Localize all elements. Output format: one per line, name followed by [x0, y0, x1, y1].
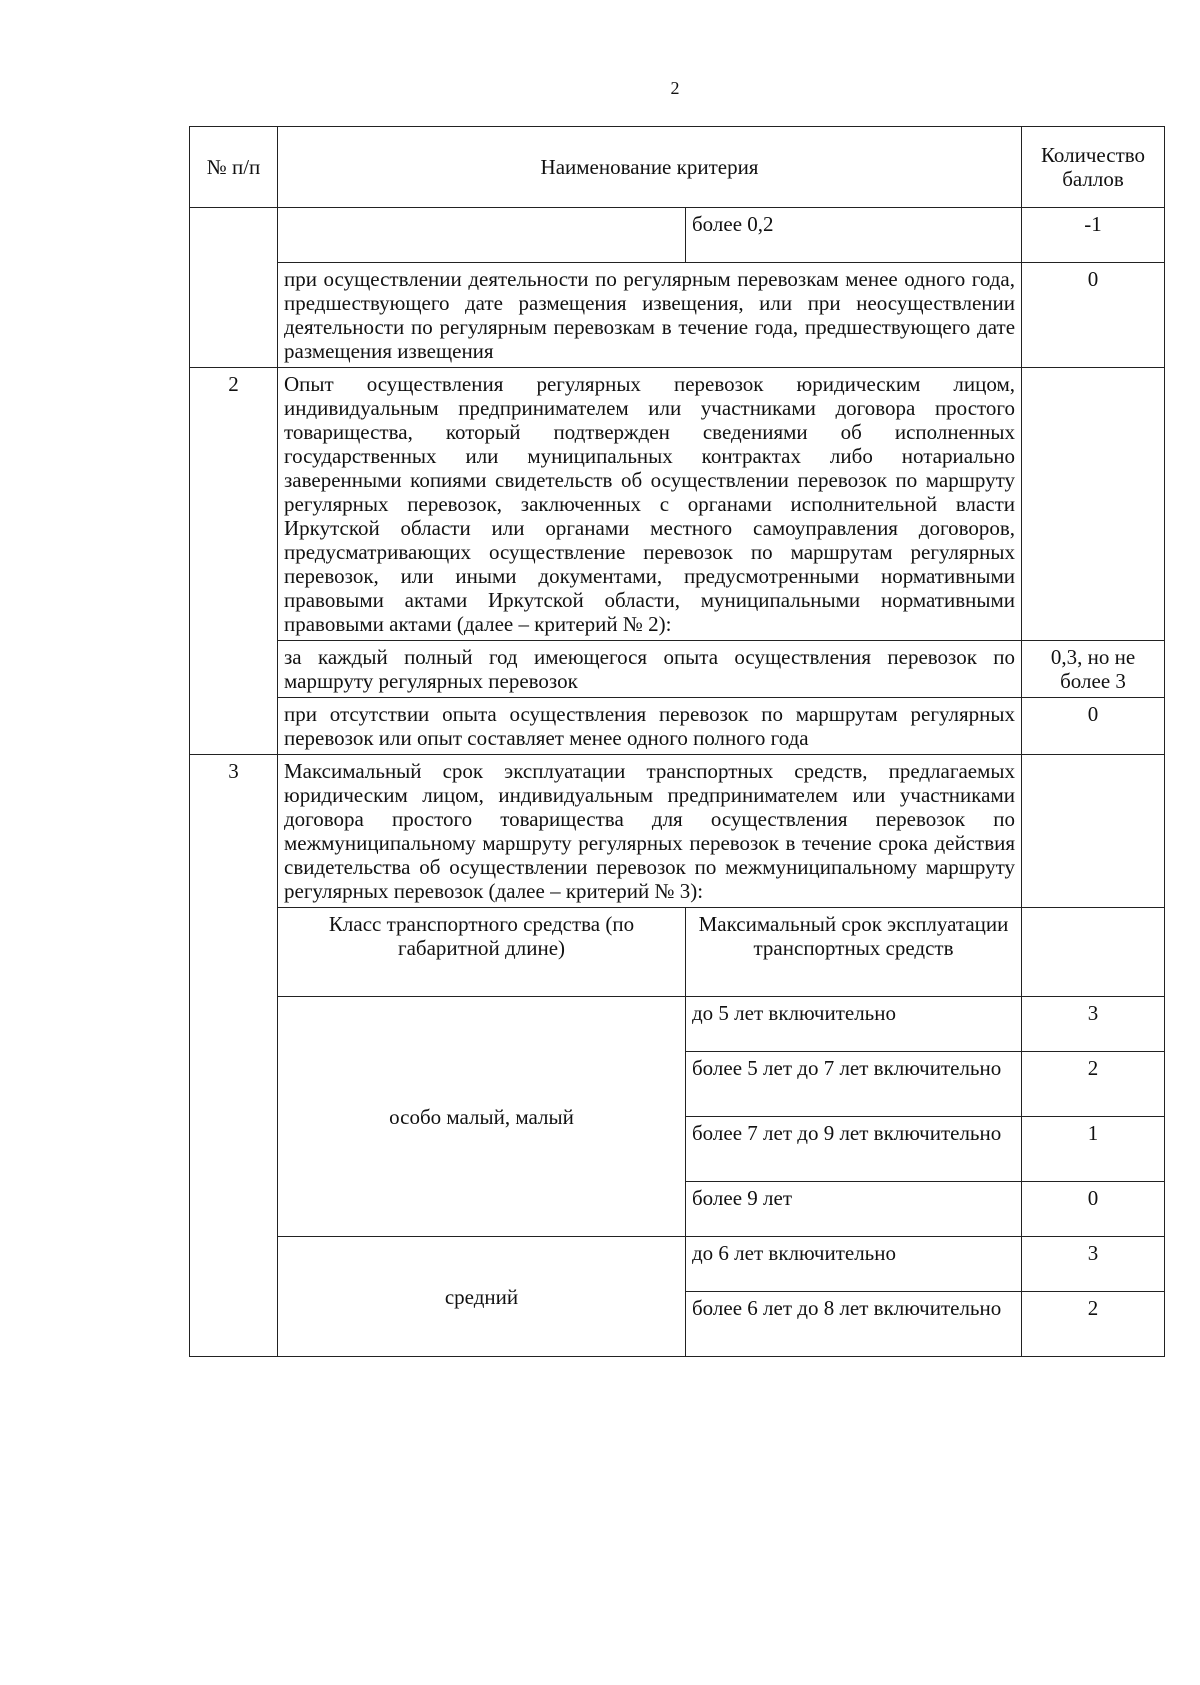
criterion-number: 3	[190, 755, 278, 1357]
criterion-points-empty	[1022, 755, 1165, 908]
table-row	[190, 368, 1165, 641]
table-row	[190, 208, 1165, 263]
criteria-table	[189, 126, 1165, 1357]
table-row	[190, 263, 1165, 368]
sub-value: более 0,2	[686, 208, 1022, 263]
term-value: более 6 лет до 8 лет включительно	[686, 1292, 1022, 1357]
term-points: 0	[1022, 1182, 1165, 1237]
term-value: до 6 лет включительно	[686, 1237, 1022, 1292]
sub-header-row	[190, 908, 1165, 997]
header-criterion-name: Наименование критерия	[278, 127, 1022, 208]
page-number: 2	[670, 78, 680, 98]
table-row	[190, 1237, 1165, 1292]
table-row	[190, 641, 1165, 698]
sub-header-points-empty	[1022, 908, 1165, 997]
term-value: до 5 лет включительно	[686, 997, 1022, 1052]
criterion-text: за каждый полный год имеющегося опыта осуществления перевозок по маршруту регулярных перевозок	[278, 641, 1022, 698]
row-number-empty	[190, 208, 278, 368]
term-points: 2	[1022, 1292, 1165, 1357]
table-header-row	[190, 127, 1165, 208]
criterion-points: 0,3, но не более 3	[1022, 641, 1165, 698]
term-points: 3	[1022, 997, 1165, 1052]
term-points: 2	[1022, 1052, 1165, 1117]
sub-header-term: Максимальный срок эксплуатации транспортных средств	[686, 908, 1022, 997]
criterion-points: 0	[1022, 698, 1165, 755]
vehicle-class: средний	[278, 1237, 686, 1357]
term-value: более 9 лет	[686, 1182, 1022, 1237]
term-value: более 5 лет до 7 лет включительно	[686, 1052, 1022, 1117]
header-number: № п/п	[190, 127, 278, 208]
sub-header-class: Класс транспортного средства (по габаритной длине)	[278, 908, 686, 997]
term-value: более 7 лет до 9 лет включительно	[686, 1117, 1022, 1182]
criterion-points-empty	[1022, 368, 1165, 641]
sub-points: -1	[1022, 208, 1165, 263]
criterion-number: 2	[190, 368, 278, 755]
sub-cell-empty	[278, 208, 686, 263]
term-points: 3	[1022, 1237, 1165, 1292]
vehicle-class: особо малый, малый	[278, 997, 686, 1237]
criterion-text: при отсутствии опыта осуществления перевозок по маршрутам регулярных перевозок или опыт составляет менее одного полного года	[278, 698, 1022, 755]
table-row	[190, 997, 1165, 1052]
criterion-points: 0	[1022, 263, 1165, 368]
criterion-title: Опыт осуществления регулярных перевозок юридическим лицом, индивидуальным предпринимателем или участниками договора простого товарищества, который подтвержден сведениями об исполненных государственных или муниципальных контрактах либо нотариально заверенными копиями свидетельств об осуществлении перевозок по маршруту регулярных перевозок, заключенных с органами исполнительной власти Иркутской области или органами местного самоуправления договоров, предусматривающих осуществление перевозок по маршрутам регулярных перевозок, или иными документами, предусмотренными нормативными правовыми актами Иркутской области, муниципальными нормативными правовыми актами (далее – критерий № 2):	[278, 368, 1022, 641]
table-row	[190, 755, 1165, 908]
header-points: Количество баллов	[1022, 127, 1165, 208]
term-points: 1	[1022, 1117, 1165, 1182]
table-row	[190, 698, 1165, 755]
criterion-title: Максимальный срок эксплуатации транспортных средств, предлагаемых юридическим лицом, индивидуальным предпринимателем или участниками договора простого товарищества для осуществления перевозок по межмуниципальному маршруту регулярных перевозок в течение срока действия свидетельства об осуществлении перевозок по межмуниципальному маршруту регулярных перевозок (далее – критерий № 3):	[278, 755, 1022, 908]
criterion-text: при осуществлении деятельности по регулярным перевозкам менее одного года, предшествующего дате размещения извещения, или при неосуществлении деятельности по регулярным перевозкам в течение года, предшествующего дате размещения извещения	[278, 263, 1022, 368]
